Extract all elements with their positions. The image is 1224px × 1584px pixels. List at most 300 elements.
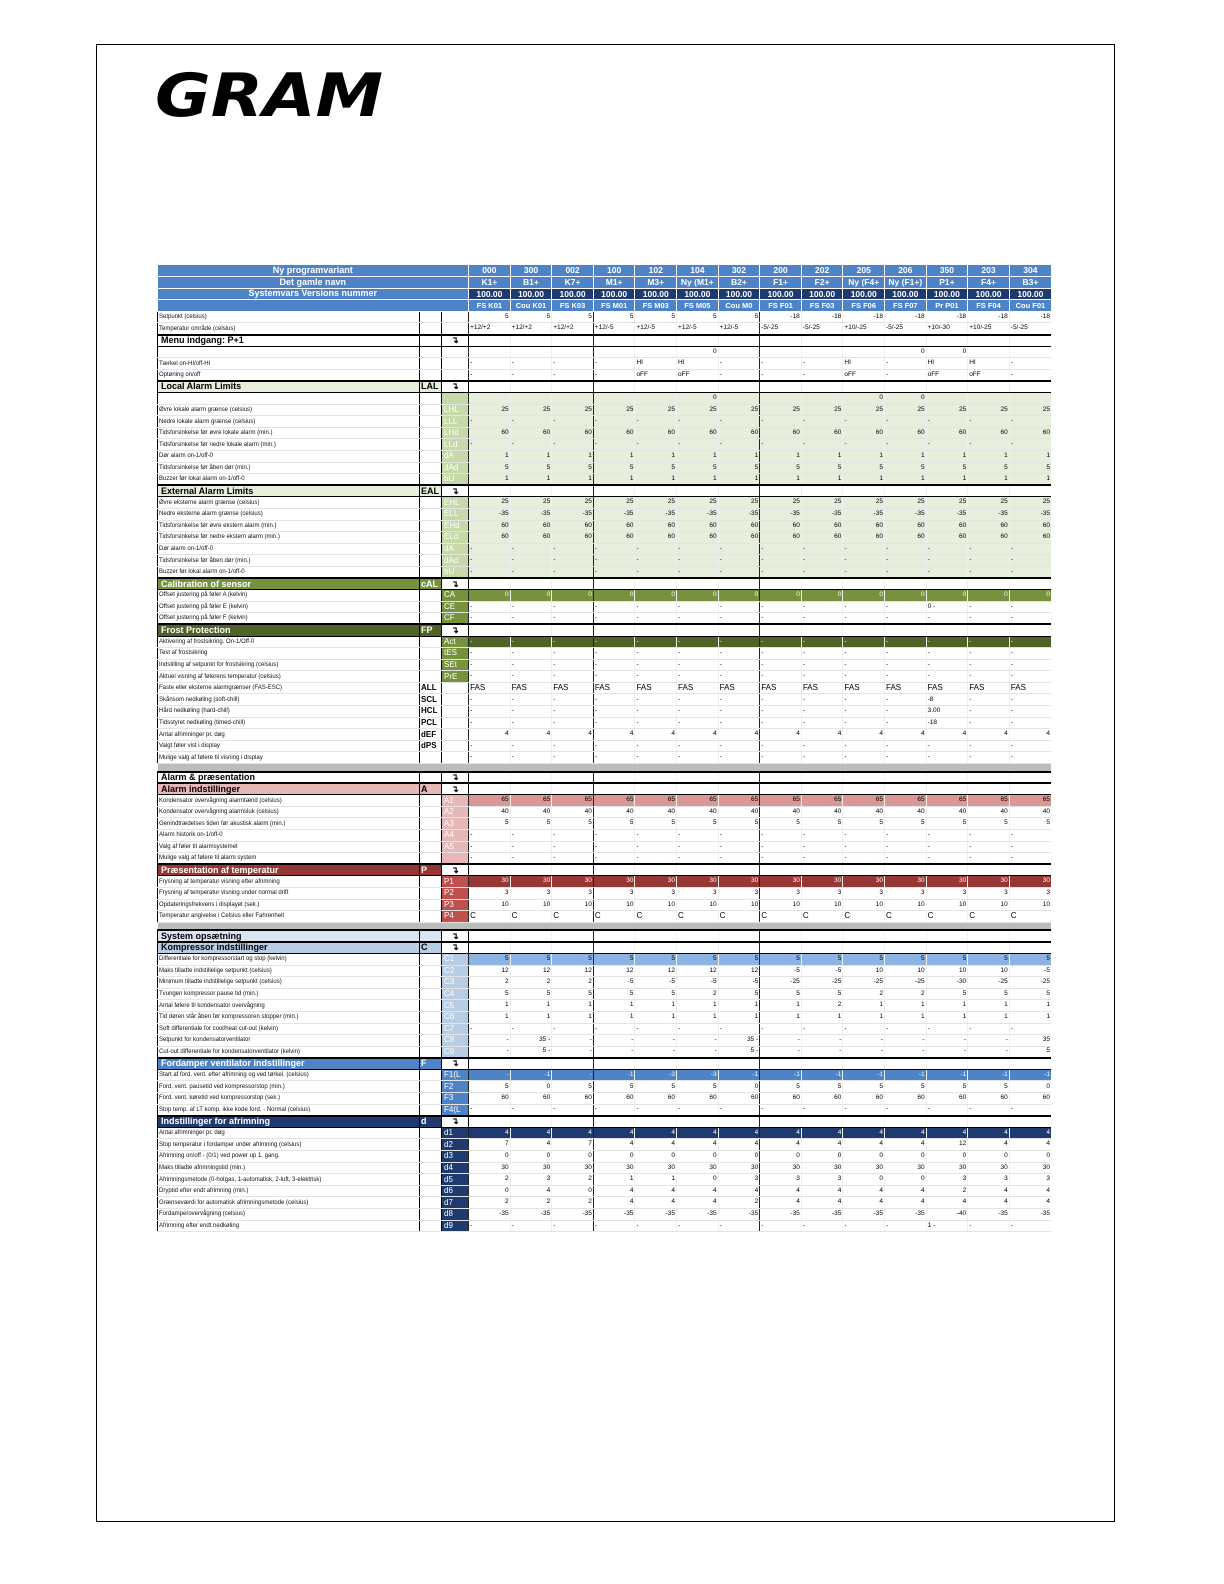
value-cell: - <box>968 659 1010 671</box>
section-value-cell <box>469 942 511 954</box>
value-cell: 1 <box>926 1011 968 1023</box>
header-old: Ny (F4+ <box>843 277 885 289</box>
arrow-down-icon: ↴ <box>442 783 469 795</box>
parameter-description <box>158 346 420 358</box>
section-code: A <box>420 783 442 795</box>
value-cell: 4 <box>968 1185 1010 1197</box>
section-value-cell <box>635 783 677 795</box>
value-cell: 5 <box>760 988 802 1000</box>
section-header <box>158 930 1052 942</box>
value-cell: 4 <box>593 1139 635 1151</box>
value-cell: - <box>1009 671 1051 683</box>
section-value-cell <box>926 485 968 497</box>
value-cell: 12 <box>593 965 635 977</box>
value-cell: 1 <box>926 1000 968 1012</box>
parameter-description: Setpunkt (celsius) <box>158 311 420 323</box>
value-cell: 30 <box>760 1162 802 1174</box>
value-cell: 5 <box>635 818 677 830</box>
value-cell: 60 <box>635 520 677 532</box>
value-cell: - <box>469 740 511 752</box>
value-cell: -25 <box>885 977 927 989</box>
value-cell: - <box>885 1023 927 1035</box>
value-cell: 3 <box>926 1174 968 1186</box>
value-cell: 10 <box>885 899 927 911</box>
section-value-cell <box>677 578 719 590</box>
value-cell: 60 <box>843 1093 885 1105</box>
value-cell: - <box>510 613 552 625</box>
value-cell: - <box>635 566 677 578</box>
table-row <box>158 1023 1052 1035</box>
value-cell <box>1009 346 1051 358</box>
value-cell: - <box>510 671 552 683</box>
value-cell: - <box>968 566 1010 578</box>
value-cell: 60 <box>635 532 677 544</box>
value-cell: -25 <box>843 977 885 989</box>
value-cell: +10/-25 <box>843 323 885 335</box>
value-cell: - <box>801 671 843 683</box>
header-ver: 100.00 <box>885 288 927 300</box>
value-cell: +12/+2 <box>510 323 552 335</box>
section-value-cell <box>677 381 719 393</box>
value-cell: - <box>469 1104 511 1116</box>
parameter-description: Tidsforsinkelse før øvre lokale alarm (min.) <box>158 427 420 439</box>
value-cell: 1 <box>510 1011 552 1023</box>
value-cell: 25 <box>677 404 719 416</box>
value-cell: - <box>1009 706 1051 718</box>
parameter-description: Stop temperatur i fordamper under afrimning (celsius) <box>158 1139 420 1151</box>
value-cell: FAS <box>635 682 677 694</box>
table-row <box>158 543 1052 555</box>
value-cell: 60 <box>801 532 843 544</box>
value-cell: 5 <box>968 988 1010 1000</box>
parameter-code-color: CF <box>442 613 469 625</box>
value-cell: 1 <box>677 1011 719 1023</box>
value-cell: 60 <box>552 520 594 532</box>
section-value-cell <box>469 578 511 590</box>
value-cell: 0 <box>1009 1151 1051 1163</box>
section-value-cell <box>760 783 802 795</box>
parameter-description: Tidsforsinkelse før nedre lokale alarm (min.) <box>158 439 420 451</box>
parameter-code <box>420 1011 442 1023</box>
value-cell: - <box>885 566 927 578</box>
value-cell: - <box>760 369 802 381</box>
value-cell: -40 <box>926 1209 968 1221</box>
parameter-code-color <box>442 752 469 764</box>
value-cell: HI <box>968 358 1010 370</box>
value-cell: 40 <box>1009 806 1051 818</box>
section-value-cell <box>885 942 927 954</box>
parameter-description: Aktivering af frostsikring. On-1/Off-0 <box>158 636 420 648</box>
value-cell: - <box>801 555 843 567</box>
section-value-cell <box>718 772 760 784</box>
value-cell: - <box>1009 358 1051 370</box>
parameter-description: Afrimningsmetode (0-hotgas, 1-automatisk, 2-luft, 3-elektrisk) <box>158 1174 420 1186</box>
section-value-cell <box>677 1116 719 1128</box>
value-cell: - <box>801 830 843 842</box>
section-value-cell <box>718 578 760 590</box>
value-cell: -25 <box>801 977 843 989</box>
parameter-code <box>420 532 442 544</box>
value-cell: - <box>552 830 594 842</box>
section-value-cell <box>510 381 552 393</box>
parameter-code <box>420 830 442 842</box>
value-cell: - <box>469 369 511 381</box>
value-cell: - <box>968 648 1010 660</box>
parameter-description: Aktuel visning af følerens temperatur (celsius) <box>158 671 420 683</box>
value-cell: - <box>926 555 968 567</box>
value-cell <box>926 393 968 405</box>
value-cell: - <box>677 613 719 625</box>
parameter-code-color: C4 <box>442 988 469 1000</box>
value-cell: 10 <box>885 965 927 977</box>
value-cell: 5 <box>469 988 511 1000</box>
value-cell: - <box>593 1035 635 1047</box>
value-cell: - <box>677 841 719 853</box>
value-cell: 0 <box>593 590 635 602</box>
value-cell: 1 <box>968 474 1010 486</box>
value-cell: 4 <box>593 729 635 741</box>
value-cell: 25 <box>510 404 552 416</box>
value-cell: - <box>926 636 968 648</box>
section-value-cell <box>469 772 511 784</box>
value-cell: -35 <box>926 508 968 520</box>
value-cell: - <box>718 841 760 853</box>
section-value-cell <box>677 1058 719 1070</box>
value-cell: 1 <box>593 451 635 463</box>
value-cell: 25 <box>677 497 719 509</box>
table-separator <box>158 764 1052 772</box>
parameter-code-color <box>442 346 469 358</box>
section-value-cell <box>593 772 635 784</box>
parameter-code <box>420 601 442 613</box>
value-cell: - <box>843 555 885 567</box>
table-row <box>158 1093 1052 1105</box>
value-cell: - <box>760 1104 802 1116</box>
value-cell: - <box>843 439 885 451</box>
parameter-code: ALL <box>420 682 442 694</box>
section-value-cell <box>635 381 677 393</box>
value-cell: - <box>760 717 802 729</box>
value-cell: 4 <box>885 1197 927 1209</box>
value-cell: - <box>801 648 843 660</box>
value-cell: - <box>926 1046 968 1058</box>
value-cell: 5 <box>843 1081 885 1093</box>
value-cell: 25 <box>510 497 552 509</box>
header-ver: 100.00 <box>552 288 594 300</box>
parameter-code <box>420 659 442 671</box>
value-cell: FAS <box>718 682 760 694</box>
value-cell: - <box>469 416 511 428</box>
parameter-description: Fordamperovervågning (celsius) <box>158 1209 420 1221</box>
header-ver: 100.00 <box>677 288 719 300</box>
value-cell: C <box>1009 911 1051 923</box>
value-cell: 60 <box>885 1093 927 1105</box>
value-cell: - <box>885 853 927 865</box>
parameter-code <box>420 416 442 428</box>
value-cell: 4 <box>718 729 760 741</box>
parameter-code-color: P4 <box>442 911 469 923</box>
parameter-code-color: d1 <box>442 1127 469 1139</box>
value-cell: 65 <box>552 795 594 807</box>
table-row <box>158 853 1052 865</box>
value-cell: 4 <box>718 1127 760 1139</box>
section-value-cell <box>635 864 677 876</box>
parameter-code-color: C8 <box>442 1035 469 1047</box>
value-cell: 2 <box>843 988 885 1000</box>
value-cell <box>760 393 802 405</box>
value-cell: - <box>552 369 594 381</box>
value-cell: - <box>760 1035 802 1047</box>
value-cell: - <box>510 1220 552 1232</box>
parameter-code <box>420 1104 442 1116</box>
section-header <box>158 624 1052 636</box>
value-cell: 0 <box>968 590 1010 602</box>
value-cell: 30 <box>469 1162 511 1174</box>
value-cell: - <box>968 1220 1010 1232</box>
value-cell: 5 <box>760 818 802 830</box>
table-row <box>158 590 1052 602</box>
section-value-cell <box>718 624 760 636</box>
parameter-code <box>420 311 442 323</box>
value-cell: FAS <box>552 682 594 694</box>
table-row <box>158 566 1052 578</box>
table-row <box>158 694 1052 706</box>
value-cell: 60 <box>469 532 511 544</box>
section-value-cell <box>510 942 552 954</box>
value-cell: - <box>469 830 511 842</box>
value-cell: 0 <box>843 1151 885 1163</box>
value-cell: 3 <box>1009 887 1051 899</box>
value-cell: - <box>843 636 885 648</box>
value-cell: - <box>593 740 635 752</box>
table-row <box>158 1000 1052 1012</box>
section-value-cell <box>510 578 552 590</box>
parameter-description <box>158 393 420 405</box>
value-cell: - <box>843 1104 885 1116</box>
header-prog: 000 <box>469 265 511 277</box>
value-cell: 10 <box>926 899 968 911</box>
value-cell: 4 <box>635 1139 677 1151</box>
value-cell: 65 <box>510 795 552 807</box>
value-cell: - <box>968 1023 1010 1035</box>
section-value-cell <box>552 624 594 636</box>
value-cell: -8 <box>926 694 968 706</box>
section-value-cell <box>1009 772 1051 784</box>
value-cell: 12 <box>926 1139 968 1151</box>
value-cell: - <box>552 659 594 671</box>
value-cell: - <box>677 659 719 671</box>
value-cell: 5 <box>968 1081 1010 1093</box>
value-cell: -35 <box>469 508 511 520</box>
value-cell: 5 <box>926 818 968 830</box>
value-cell: 1 - <box>926 1220 968 1232</box>
value-cell: 60 <box>968 427 1010 439</box>
value-cell: - <box>718 1104 760 1116</box>
value-cell: 30 <box>593 1162 635 1174</box>
value-cell: +12/-5 <box>593 323 635 335</box>
value-cell: 30 <box>885 876 927 888</box>
section-value-cell <box>552 772 594 784</box>
value-cell: - <box>510 752 552 764</box>
header-prog: 304 <box>1009 265 1051 277</box>
section-value-cell <box>885 335 927 347</box>
value-cell: - <box>843 717 885 729</box>
section-value-cell <box>760 1058 802 1070</box>
value-cell: - <box>968 740 1010 752</box>
parameter-code <box>420 404 442 416</box>
table-row <box>158 358 1052 370</box>
value-cell: -18 <box>926 311 968 323</box>
value-cell: 1 <box>843 474 885 486</box>
value-cell: -5 <box>593 977 635 989</box>
parameter-code <box>420 1139 442 1151</box>
value-cell: 1 <box>1009 451 1051 463</box>
value-cell: - <box>843 853 885 865</box>
section-value-cell <box>552 783 594 795</box>
parameter-description: Afrimning efter endt nedkøling <box>158 1220 420 1232</box>
value-cell: 5 <box>469 953 511 965</box>
parameter-code-color: P2 <box>442 887 469 899</box>
table-row <box>158 474 1052 486</box>
section-value-cell <box>843 485 885 497</box>
value-cell: 1 <box>677 451 719 463</box>
table-row <box>158 953 1052 965</box>
header-sys: Pr P01 <box>926 300 968 312</box>
value-cell: - <box>677 853 719 865</box>
table-row <box>158 1151 1052 1163</box>
value-cell: 30 <box>885 1162 927 1174</box>
table-row <box>158 659 1052 671</box>
section-header <box>158 942 1052 954</box>
value-cell: 1 <box>552 1011 594 1023</box>
parameter-code-color: Act <box>442 636 469 648</box>
value-cell: 60 <box>510 427 552 439</box>
section-value-cell <box>635 772 677 784</box>
parameter-description: Start af ford. vent. efter afrimning og ved tørkel. (celsius) <box>158 1069 420 1081</box>
value-cell: C <box>843 911 885 923</box>
header-sys: FS M05 <box>677 300 719 312</box>
header-sys: FS M03 <box>635 300 677 312</box>
value-cell: HI <box>677 358 719 370</box>
value-cell: 25 <box>843 497 885 509</box>
parameter-description: Øvre eksterne alarm grænse (celsius) <box>158 497 420 509</box>
parameter-description: Tidsforsinkelse før åben dør (min.) <box>158 555 420 567</box>
value-cell: 0 <box>843 590 885 602</box>
value-cell: 1 <box>843 451 885 463</box>
value-cell <box>968 346 1010 358</box>
parameter-description: Tidsstyret nedkøling (timed-chill) <box>158 717 420 729</box>
arrow-down-icon: ↴ <box>442 578 469 590</box>
parameter-description: Tidsforsinkelse før nedre ekstern alarm (min.) <box>158 532 420 544</box>
value-cell: 25 <box>843 404 885 416</box>
value-cell: 60 <box>926 532 968 544</box>
parameter-description: Skånsom nedkøling (soft-chill) <box>158 694 420 706</box>
value-cell: -35 <box>677 1209 719 1221</box>
value-cell: - <box>677 555 719 567</box>
parameter-code-color: ELd <box>442 532 469 544</box>
parameter-code-color: bU <box>442 566 469 578</box>
value-cell: -35 <box>968 508 1010 520</box>
value-cell: - <box>968 830 1010 842</box>
section-value-cell <box>510 783 552 795</box>
value-cell: 60 <box>552 1093 594 1105</box>
section-value-cell <box>1009 783 1051 795</box>
value-cell: 60 <box>843 427 885 439</box>
parameter-description: Grænseværdi for automatisk afrimningsmetode (celsius) <box>158 1197 420 1209</box>
value-cell: - <box>718 566 760 578</box>
value-cell: 4 <box>801 1127 843 1139</box>
value-cell: 30 <box>552 876 594 888</box>
value-cell: - <box>469 543 511 555</box>
value-cell: - <box>885 636 927 648</box>
section-value-cell <box>552 381 594 393</box>
value-cell: 60 <box>760 520 802 532</box>
value-cell: - <box>718 853 760 865</box>
value-cell: - <box>677 416 719 428</box>
value-cell: FAS <box>1009 682 1051 694</box>
value-cell: 1 <box>635 451 677 463</box>
value-cell: 1 <box>885 1011 927 1023</box>
parameter-code-color: d4 <box>442 1162 469 1174</box>
value-cell: 60 <box>469 427 511 439</box>
value-cell: - <box>510 717 552 729</box>
value-cell: - <box>968 706 1010 718</box>
parameter-code-color <box>442 323 469 335</box>
value-cell: - <box>510 1023 552 1035</box>
section-value-cell <box>801 942 843 954</box>
value-cell: 25 <box>635 404 677 416</box>
value-cell: 40 <box>885 806 927 818</box>
value-cell: 5 <box>677 1081 719 1093</box>
value-cell: 10 <box>593 899 635 911</box>
section-code <box>420 335 442 347</box>
value-cell: 10 <box>843 965 885 977</box>
value-cell: - <box>885 830 927 842</box>
parameter-code-color: A2 <box>442 806 469 818</box>
value-cell: 1 <box>635 1174 677 1186</box>
section-header <box>158 783 1052 795</box>
value-cell: 60 <box>510 532 552 544</box>
value-cell: 0 <box>469 1185 511 1197</box>
value-cell: -35 <box>760 1209 802 1221</box>
section-value-cell <box>760 1116 802 1128</box>
value-cell: - <box>885 555 927 567</box>
value-cell: - <box>593 636 635 648</box>
parameter-description: Alarm historik on-1/off-0 <box>158 830 420 842</box>
value-cell: 5 <box>718 818 760 830</box>
section-header <box>158 578 1052 590</box>
value-cell: 3 <box>968 1174 1010 1186</box>
parameter-code-color: A5 <box>442 841 469 853</box>
value-cell: - <box>801 752 843 764</box>
value-cell: - <box>677 1046 719 1058</box>
value-cell: 65 <box>718 795 760 807</box>
value-cell: 4 <box>635 1127 677 1139</box>
value-cell: - <box>760 659 802 671</box>
value-cell: 1 <box>760 1011 802 1023</box>
value-cell: 4 <box>510 729 552 741</box>
value-cell: 4 <box>760 1127 802 1139</box>
value-cell: 60 <box>677 427 719 439</box>
value-cell: 0 <box>885 1174 927 1186</box>
value-cell: -35 <box>635 1209 677 1221</box>
value-cell: - <box>718 740 760 752</box>
value-cell: - <box>926 439 968 451</box>
value-cell: 4 <box>885 1127 927 1139</box>
value-cell: -35 <box>1009 1209 1051 1221</box>
separator-cell <box>158 764 1052 772</box>
value-cell: - <box>593 648 635 660</box>
